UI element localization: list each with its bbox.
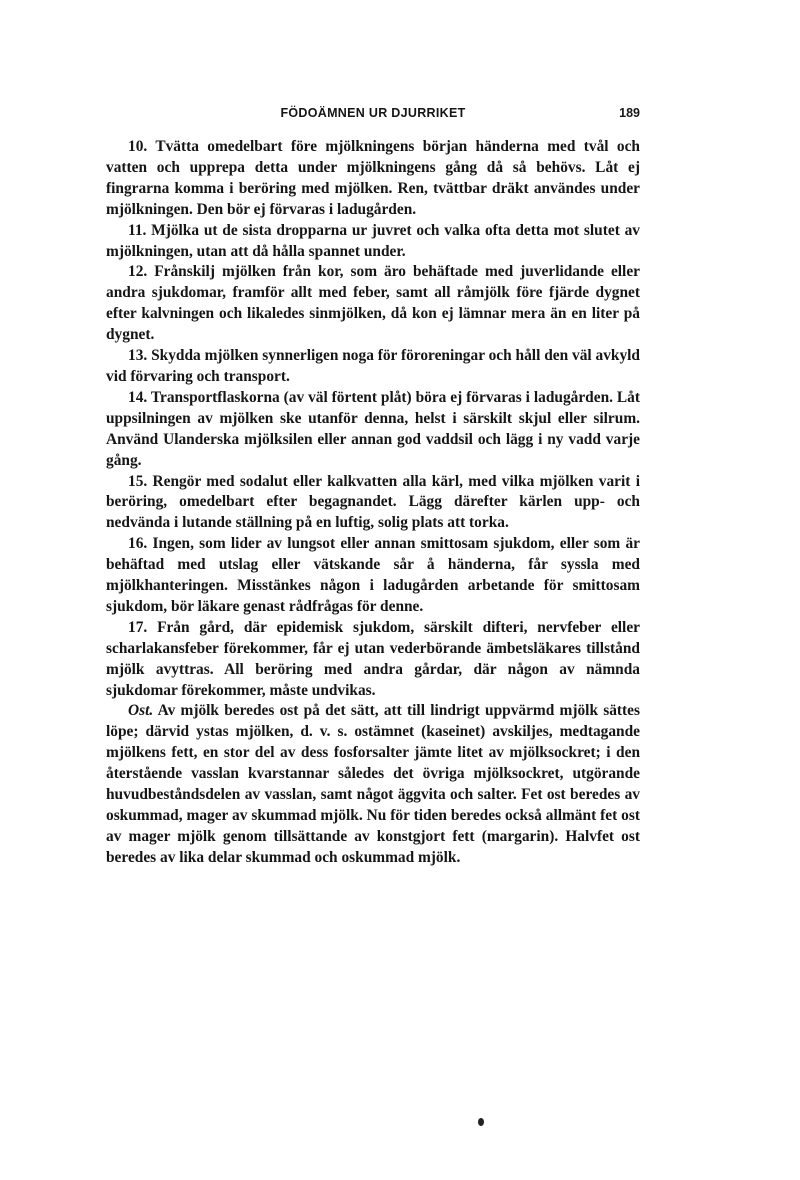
paragraph-13 xyxy=(106,346,640,388)
paragraph-text: 14. Transportflaskorna (av väl förtent plåt) böra ej förvaras i ladugården. Låt uppsilningen av mjölken ske utanför denna, helst i särskilt skjul eller silrum. Använd Ulanderska mjölksilen eller annan god vaddsil och lägg i ny vadd varje gång. xyxy=(106,388,640,469)
running-header xyxy=(106,106,640,126)
ink-dot-mark xyxy=(478,1118,484,1126)
paragraph-ost xyxy=(106,701,640,868)
paragraph-label: Ost. xyxy=(128,702,154,720)
paragraph-text: 12. Frånskilj mjölken från kor, som äro behäftade med juverlidande eller andra sjukdomar, framför allt med feber, samt all råmjölk före fjärde dygnet efter kalvningen och likaledes sinmjölken, då kon ej lämnar mera än en liter på dygnet. xyxy=(106,263,640,344)
paragraph-15 xyxy=(106,472,640,535)
paragraph-text: Av mjölk beredes ost på det sätt, att till lindrigt uppvärmd mjölk sättes löpe; därvid ystas mjölken, d. v. s. ostämnet (kaseinet) avskiljes, medtagande mjölkens fett, en stor del av dess fosforsalter jämte litet av mjölksockret; i den återstående vasslan kvarstannar således det övriga mjölksockret, utgörande huvudbeståndsdelen av vasslan, samt något äggvita och salter. Fet ost beredes av oskummad, mager av skummad mjölk. Nu för tiden beredes också allmänt fet ost av mager mjölk genom tillsättande av konstgjort fett (margarin). Halvfet ost beredes av lika delar skummad och oskummad mjölk. xyxy=(106,702,640,866)
body-text xyxy=(106,137,640,869)
paragraph-12 xyxy=(106,262,640,346)
paragraph-text: 16. Ingen, som lider av lungsot eller annan smittosam sjukdom, eller som är behäftad med utslag eller vätskande sår å händerna, får syssla med mjölkhanteringen. Misstänkes någon i ladugården arbetande för smittosam sjukdom, bör läkare genast rådfrågas för denne. xyxy=(106,535,640,615)
paragraph-text: 17. Från gård, där epidemisk sjukdom, särskilt difteri, nervfeber eller scharlakansfeber förekommer, får ej utan vederbörande ämbetsläkares tillstånd mjölk avyttras. All beröring med andra gårdar, där någon av nämnda sjukdomar förekommer, måste undvikas. xyxy=(106,618,640,699)
paragraph-17 xyxy=(106,618,640,702)
paragraph-10 xyxy=(106,137,640,221)
paragraph-text: 10. Tvätta omedelbart före mjölkningens början händerna med tvål och vatten och upprepa detta under mjölkningens gång då så behövs. Låt ej fingrarna komma i beröring med mjölken. Ren, tvättbar dräkt användes under mjölkningen. Den bör ej förvaras i ladugården. xyxy=(106,138,640,218)
paragraph-text: 13. Skydda mjölken synnerligen noga för föroreningar och håll den väl avkyld vid förvaring och transport. xyxy=(106,347,640,385)
running-title: FÖDOÄMNEN UR DJURRIKET xyxy=(280,106,466,120)
page-number: 189 xyxy=(619,106,640,120)
paragraph-16 xyxy=(106,534,640,618)
paragraph-14 xyxy=(106,388,640,472)
paragraph-text: 11. Mjölka ut de sista dropparna ur juvret och valka ofta detta mot slutet av mjölkningen, utan att då hålla spannet under. xyxy=(106,221,640,260)
paragraph-11 xyxy=(106,221,640,263)
paragraph-text: 15. Rengör med sodalut eller kalkvatten alla kärl, med vilka mjölken varit i beröring, omedelbart efter begagnandet. Lägg därefter kärlen upp- och nedvända i lutande ställning på en luftig, solig plats att torka. xyxy=(106,472,640,532)
